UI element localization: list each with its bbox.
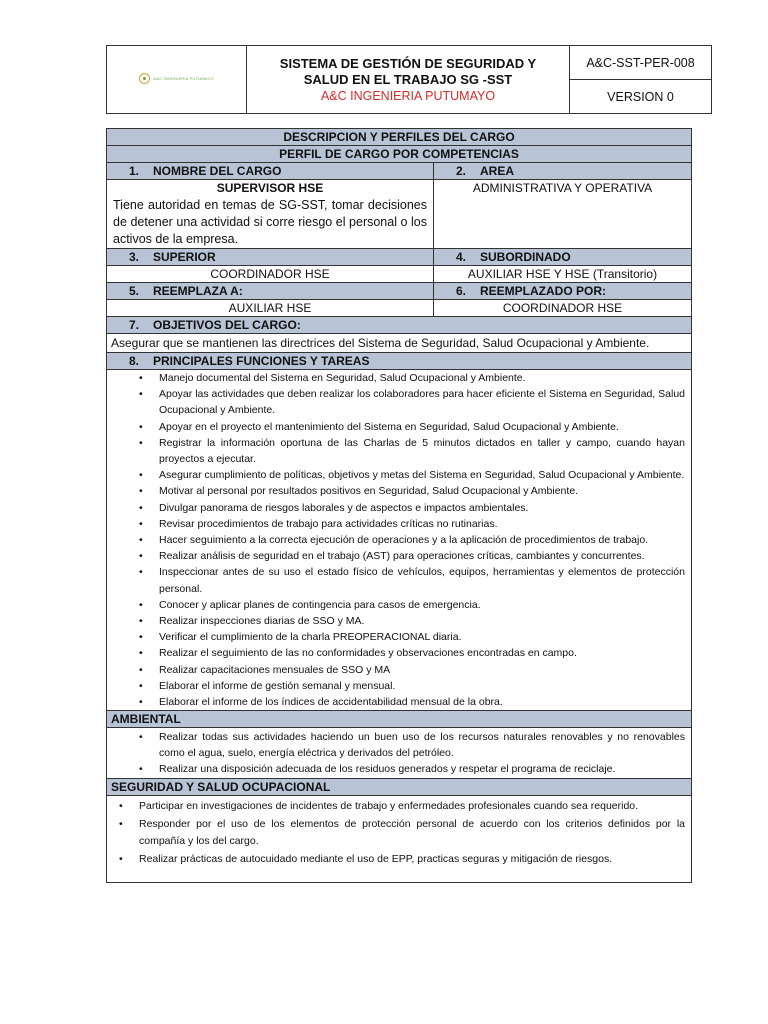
cargo-name: SUPERVISOR HSE xyxy=(216,181,324,195)
list-item: • Registrar la información oportuna de las Charlas de 5 minutos dictados en taller y campo, cuando hayan proyectos a ejecutar. xyxy=(113,435,685,467)
superior-value: COORDINADOR HSE xyxy=(107,266,434,283)
header-sso: SEGURIDAD Y SALUD OCUPACIONAL xyxy=(107,779,692,796)
list-item: • Apoyar las actividades que deben realizar los colaboradores para hacer eficiente el Sistema en Seguridad, Salud Ocupacional y Ambiente. xyxy=(113,386,685,418)
list-item: • Realizar una disposición adecuada de los residuos generados y respetar el programa de reciclaje. xyxy=(113,761,685,777)
profile-table-top xyxy=(106,128,692,883)
profile-form xyxy=(106,128,691,883)
document-title-cell xyxy=(247,46,570,114)
funciones-list xyxy=(113,370,685,710)
list-item: • Participar en investigaciones de incidentes de trabajo y enfermedades profesionales cuando sea requerido. xyxy=(113,798,685,816)
company-name: A&C INGENIERIA PUTUMAYO xyxy=(320,88,496,103)
section-subtitle: PERFIL DE CARGO POR COMPETENCIAS xyxy=(107,146,692,163)
list-item: • Realizar prácticas de autocuidado mediante el uso de EPP, practicas seguras y mitigación de riesgos. xyxy=(113,851,685,869)
list-item: • Verificar el cumplimiento de la charla PREOPERACIONAL diaria. xyxy=(113,629,685,645)
sso-cell xyxy=(107,796,692,883)
header-objetivos: 7. OBJETIVOS DEL CARGO: xyxy=(107,317,692,334)
ambiental-list xyxy=(113,729,685,777)
header-reemplaza: 5. REEMPLAZA A: xyxy=(107,283,434,300)
list-item: • Hacer seguimiento a la correcta ejecución de operaciones y a la aplicación de procedimientos de trabajo. xyxy=(113,532,685,548)
list-item: • Apoyar en el proyecto el mantenimiento del Sistema en Seguridad, Salud Ocupacional y Ambiente. xyxy=(113,419,685,435)
header-ambiental: AMBIENTAL xyxy=(107,711,692,728)
logo-cell xyxy=(107,46,247,114)
list-item: • Revisar procedimientos de trabajo para actividades críticas no rutinarias. xyxy=(113,516,685,532)
document-code: A&C-SST-PER-008 xyxy=(570,46,712,80)
reemplaza-value: AUXILIAR HSE xyxy=(107,300,434,317)
list-item: • Inspeccionar antes de su uso el estado físico de vehículos, equipos, herramientas y elementos de protección personal. xyxy=(113,564,685,596)
header-funciones: 8. PRINCIPALES FUNCIONES Y TAREAS xyxy=(107,353,692,370)
list-item: • Realizar todas sus actividades haciendo un buen uso de los recursos naturales renovables y no renovables como el agua, suelo, energía eléctrica y derivados del petróleo. xyxy=(113,729,685,761)
sso-list xyxy=(113,798,685,868)
list-item: • Responder por el uso de los elementos de protección personal de acuerdo con los criterios definidos por la compañía y los del cargo. xyxy=(113,816,685,851)
cargo-cell xyxy=(107,180,434,249)
company-logo xyxy=(139,73,213,84)
header-subordinado: 4. SUBORDINADO xyxy=(434,249,692,266)
list-item: • Conocer y aplicar planes de contingencia para casos de emergencia. xyxy=(113,597,685,613)
list-item: • Elaborar el informe de gestión semanal y mensual. xyxy=(113,678,685,694)
logo-text: A&C INGENIERIA PUTUMAYO xyxy=(153,75,214,81)
header-superior: 3. SUPERIOR xyxy=(107,249,434,266)
header-reemplazado: 6. REEMPLAZADO POR: xyxy=(434,283,692,300)
document-version: VERSION 0 xyxy=(570,80,712,114)
funciones-cell xyxy=(107,370,692,711)
ambiental-cell xyxy=(107,728,692,779)
list-item: • Motivar al personal por resultados positivos en Seguridad, Salud Ocupacional y Ambiente. xyxy=(113,483,685,499)
objetivo-value: Asegurar que se mantienen las directrices del Sistema de Seguridad, Salud Ocupacional y Ambiente. xyxy=(107,334,692,353)
header-nombre-cargo: 1. NOMBRE DEL CARGO xyxy=(107,163,434,180)
logo-icon xyxy=(139,73,150,84)
title-line-1: SISTEMA DE GESTIÓN DE SEGURIDAD Y xyxy=(279,55,537,71)
list-item: • Asegurar cumplimiento de políticas, objetivos y metas del Sistema en Seguridad, Salud Ocupacional y Ambiente. xyxy=(113,467,685,483)
subordinado-value: AUXILIAR HSE Y HSE (Transitorio) xyxy=(434,266,692,283)
list-item: • Realizar inspecciones diarias de SSO y MA. xyxy=(113,613,685,629)
document-header xyxy=(106,45,712,114)
list-item: • Realizar análisis de seguridad en el trabajo (AST) para operaciones críticas, cambiantes y concurrentes. xyxy=(113,548,685,564)
area-value: ADMINISTRATIVA Y OPERATIVA xyxy=(434,180,692,249)
section-title: DESCRIPCION Y PERFILES DEL CARGO xyxy=(107,129,692,146)
list-item: • Realizar el seguimiento de las no conformidades y observaciones encontradas en campo. xyxy=(113,645,685,661)
list-item: • Divulgar panorama de riesgos laborales y de aspectos e impactos ambientales. xyxy=(113,500,685,516)
cargo-description: Tiene autoridad en temas de SG-SST, tomar decisiones de detener una actividad si corre riesgo el personal o los activos de la empresa. xyxy=(113,198,427,246)
reemplazado-value: COORDINADOR HSE xyxy=(434,300,692,317)
list-item: • Realizar capacitaciones mensuales de SSO y MA xyxy=(113,662,685,678)
list-item: • Elaborar el informe de los índices de accidentabilidad mensual de la obra. xyxy=(113,694,685,710)
header-area: 2. AREA xyxy=(434,163,692,180)
title-line-2: SALUD EN EL TRABAJO SG -SST xyxy=(303,71,513,87)
list-item: • Manejo documental del Sistema en Seguridad, Salud Ocupacional y Ambiente. xyxy=(113,370,685,386)
